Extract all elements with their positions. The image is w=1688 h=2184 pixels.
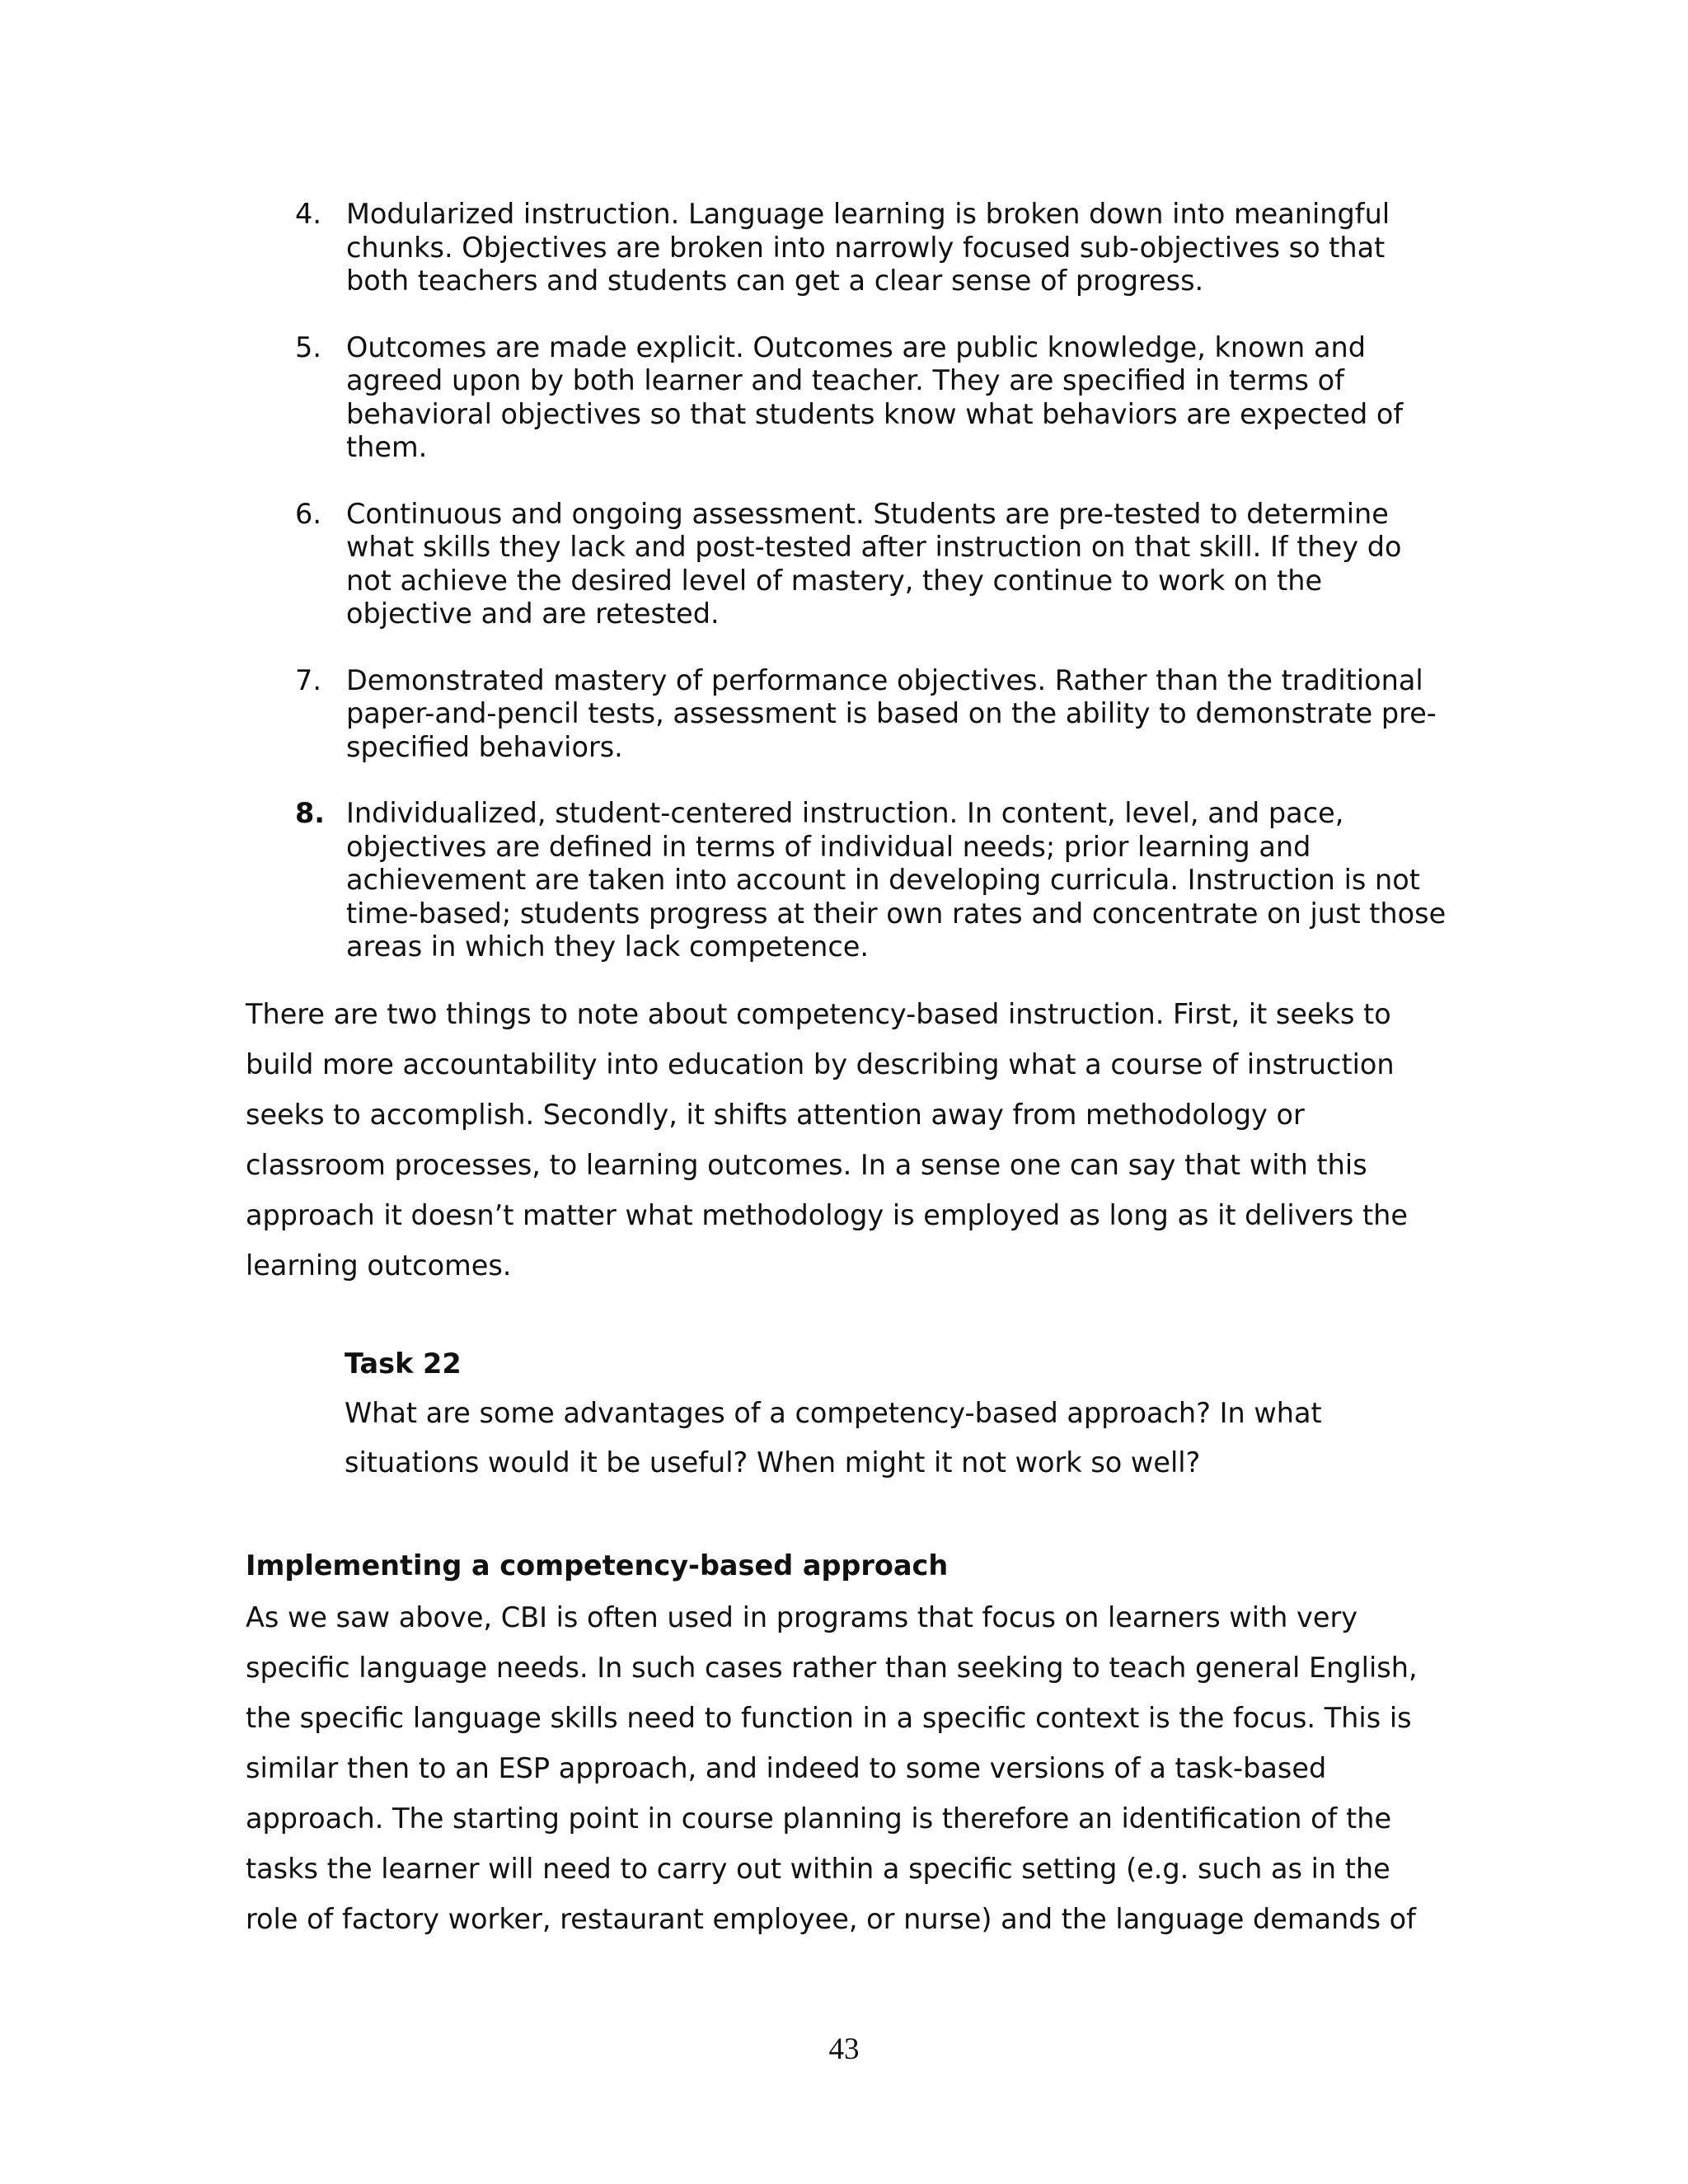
list-item-number: 6. <box>295 497 321 530</box>
numbered-list <box>295 198 1449 997</box>
list-item <box>295 331 1449 465</box>
list-item-text: Continuous and ongoing assessment. Students are pre-tested to determine what skills they lack and post-tested after instruction on that skill. If they do not achieve the desired level of mastery, they continue to work on the objective and are retested. <box>346 497 1402 630</box>
body-paragraph: As we saw above, CBI is often used in programs that focus on learners with very specific language needs. In such cases rather than seeking to teach general English, the specific language skills need to function in a specific context is the focus. This is similar then to an ESP approach, and indeed to some versions of a task-based approach. The starting point in course planning is therefore an identification of the tasks the learner will need to carry out within a specific setting (e.g. such as in the role of factory worker, restaurant employee, or nurse) and the language demands of <box>246 1601 1418 1935</box>
list-item-number: 5. <box>295 330 321 363</box>
list-item-number: 8. <box>295 797 326 829</box>
list-item <box>295 664 1449 765</box>
page-number: 43 <box>828 2032 860 2066</box>
list-item-number: 4. <box>295 198 321 230</box>
list-item-number: 7. <box>295 663 321 696</box>
list-item-text: Modularized instruction. Language learning is broken down into meaningful chunks. Objectives are broken into narrowly focused sub-objectives so that both teachers and students can get a clear sense of progress. <box>346 198 1390 297</box>
task-question: What are some advantages of a competency-based approach? In what situations would it be useful? When might it not work so well? <box>345 1397 1322 1479</box>
list-item-text: Outcomes are made explicit. Outcomes are public knowledge, known and agreed upon by both learner and teacher. They are specified in terms of behavioral objectives so that students know what behaviors are expected of them. <box>346 330 1404 463</box>
body-paragraph: There are two things to note about competency-based instruction. First, it seeks to build more accountability into education by describing what a course of instruction seeks to accomplish. Secondly, it shifts attention away from methodology or classroom processes, to learning outcomes. In a sense one can say that with this approach it doesn’t matter what methodology is employed as long as it delivers the learning outcomes. <box>246 998 1408 1282</box>
task-block <box>345 1339 1449 1488</box>
list-item <box>295 198 1449 298</box>
task-title: Task 22 <box>345 1347 462 1380</box>
list-item <box>295 797 1449 964</box>
list-item-text: Demonstrated mastery of performance objectives. Rather than the traditional paper-and-pencil tests, assessment is based on the ability to demonstrate pre-specified behaviors. <box>346 663 1437 763</box>
section-heading: Implementing a competency-based approach <box>246 1549 949 1582</box>
list-item-text: Individualized, student-centered instruction. In content, level, and pace, objectives are defined in terms of individual needs; prior learning and achievement are taken into account in developing curricula. Instruction is not time-based; students progress at their own rates and concentrate on just those areas in which they lack competence. <box>346 797 1447 963</box>
list-item <box>295 498 1449 631</box>
